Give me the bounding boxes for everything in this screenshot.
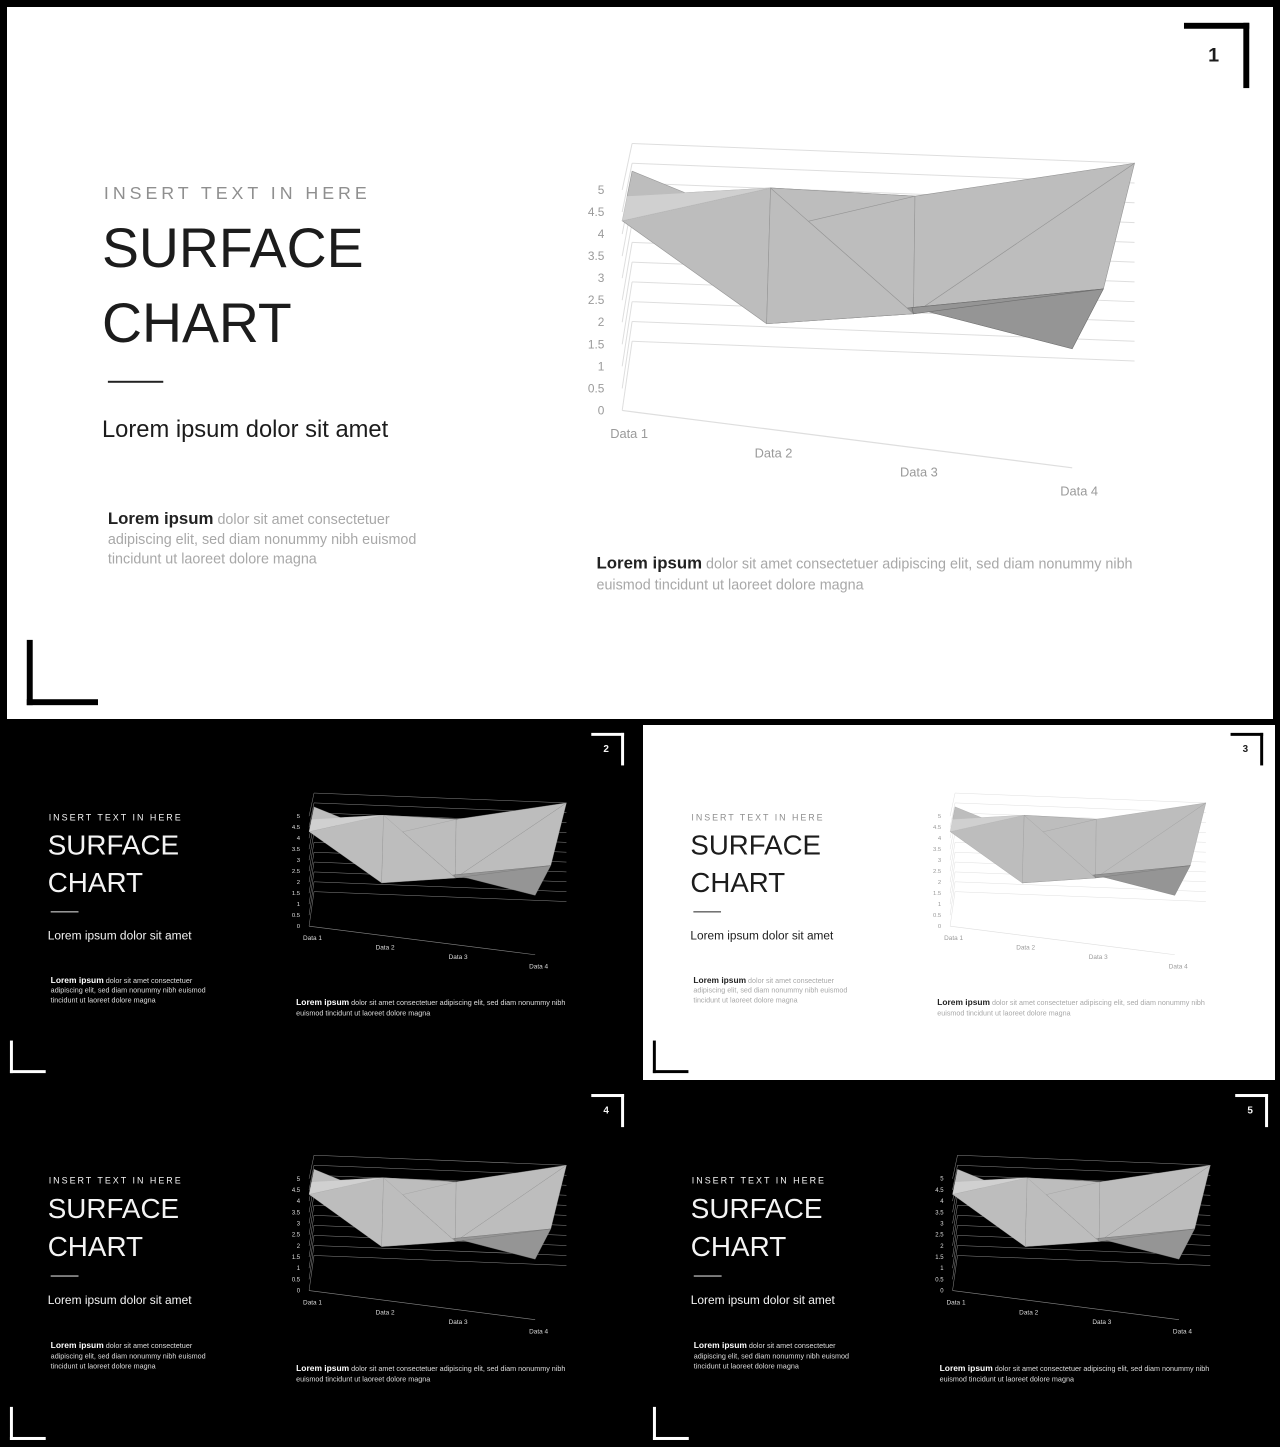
y-tick-label: 4.5 xyxy=(291,1187,301,1194)
subtitle: Lorem ipsum dolor sit amet xyxy=(47,929,192,943)
right-body-bold: Lorem ipsum xyxy=(937,997,990,1008)
x-axis-line xyxy=(953,1291,1179,1320)
y-tick-label: 0.5 xyxy=(291,913,301,920)
subtitle: Lorem ipsum dolor sit amet xyxy=(690,929,834,943)
x-category-label: Data 2 xyxy=(754,445,793,461)
slide-content xyxy=(0,1086,636,1447)
kicker-text: INSERT TEXT IN HERE xyxy=(103,183,371,203)
slide-number: 5 xyxy=(1247,1105,1253,1117)
title-line-2: CHART xyxy=(101,291,292,355)
x-category-label: Data 2 xyxy=(1016,944,1036,952)
subtitle: Lorem ipsum dolor sit amet xyxy=(47,1293,192,1308)
y-tick-label: 5 xyxy=(597,182,605,197)
slide-4[interactable] xyxy=(0,1086,636,1447)
y-tick-label: 0.5 xyxy=(291,1277,301,1284)
right-body-rest: dolor sit amet consectetuer adipiscing elit, sed diam nonummy nibh euismod tincidunt ut laoreet dolore magna xyxy=(596,556,1133,594)
x-category-label: Data 2 xyxy=(1019,1309,1039,1317)
slide-number: 3 xyxy=(1242,743,1249,755)
y-tick-label: 1.5 xyxy=(587,337,605,352)
y-tick-label: 2 xyxy=(296,880,301,887)
x-category-label: Data 4 xyxy=(1172,1328,1192,1336)
left-body-rest: dolor sit amet consectetuer adipiscing elit, sed diam nonummy nibh euismod tincidunt ut laoreet dolore magna xyxy=(693,1342,849,1371)
y-tick-label: 3.5 xyxy=(935,1210,944,1217)
y-tick-label: 1 xyxy=(937,902,942,909)
slide-number: 1 xyxy=(1208,44,1220,67)
y-tick-label: 1 xyxy=(940,1266,944,1273)
y-tick-label: 5 xyxy=(940,1176,944,1183)
y-tick-label: 2.5 xyxy=(291,1232,301,1239)
kicker-text: INSERT TEXT IN HERE xyxy=(48,1175,183,1186)
y-tick-label: 0.5 xyxy=(587,381,605,396)
y-tick-label: 0 xyxy=(296,1288,301,1295)
right-body-rest: dolor sit amet consectetuer adipiscing elit, sed diam nonummy nibh euismod tincidunt ut laoreet dolore magna xyxy=(939,1364,1210,1384)
left-body-bold: Lorem ipsum xyxy=(693,975,747,985)
y-tick-label: 4.5 xyxy=(291,825,301,832)
gridline-back xyxy=(314,1155,566,1165)
slide-title xyxy=(48,1189,179,1265)
y-tick-label: 5 xyxy=(296,1176,301,1183)
y-tick-label: 5 xyxy=(937,814,942,821)
corner-bracket-bottom-left xyxy=(653,1041,689,1074)
y-tick-label: 3.5 xyxy=(291,1210,301,1217)
slide-2[interactable] xyxy=(0,725,636,1080)
x-category-label: Data 4 xyxy=(1060,483,1099,499)
left-body-bold: Lorem ipsum xyxy=(107,509,214,529)
x-category-label: Data 3 xyxy=(1088,954,1108,962)
y-tick-label: 0.5 xyxy=(933,913,942,920)
left-body-rest: dolor sit amet consectetuer adipiscing elit, sed diam nonummy nibh euismod tincidunt ut laoreet dolore magna xyxy=(693,976,848,1005)
slide-content xyxy=(643,1086,1280,1447)
y-tick-label: 2.5 xyxy=(291,869,301,876)
x-category-label: Data 2 xyxy=(375,1309,395,1317)
y-tick-label: 5 xyxy=(296,814,301,821)
kicker-text: INSERT TEXT IN HERE xyxy=(691,812,825,823)
y-tick-label: 4 xyxy=(940,1199,944,1206)
right-body-bold: Lorem ipsum xyxy=(939,1363,993,1373)
y-tick-label: 4 xyxy=(296,1199,301,1206)
left-body-bold: Lorem ipsum xyxy=(693,1340,747,1351)
surface-mesh xyxy=(309,803,566,895)
slide-5[interactable] xyxy=(643,1086,1280,1447)
title-line-2: CHART xyxy=(47,867,144,899)
x-category-label: Data 1 xyxy=(944,934,964,942)
y-tick-label: 3 xyxy=(937,858,942,865)
y-tick-label: 4 xyxy=(937,836,942,843)
slide-title xyxy=(48,827,179,902)
y-tick-label: 2 xyxy=(296,1243,301,1250)
title-line-2: CHART xyxy=(690,867,786,899)
y-tick-label: 3 xyxy=(296,858,301,865)
y-tick-label: 1.5 xyxy=(291,1255,301,1262)
title-line-1: SURFACE xyxy=(690,829,821,861)
kicker-text: INSERT TEXT IN HERE xyxy=(48,812,183,823)
y-tick-label: 2.5 xyxy=(935,1232,944,1239)
left-body-text xyxy=(51,1341,215,1372)
slide-content xyxy=(643,725,1275,1080)
title-divider xyxy=(51,1276,79,1277)
right-body-text xyxy=(596,553,1150,597)
left-body-rest: dolor sit amet consectetuer adipiscing elit, sed diam nonummy nibh euismod tincidunt ut laoreet dolore magna xyxy=(50,976,206,1005)
y-tick-label: 4 xyxy=(597,227,605,242)
corner-bracket-bottom-left xyxy=(10,1407,46,1440)
y-tick-label: 3.5 xyxy=(291,847,301,854)
y-tick-label: 1.5 xyxy=(933,891,942,898)
y-tick-label: 1 xyxy=(597,359,605,374)
subtitle: Lorem ipsum dolor sit amet xyxy=(690,1293,835,1308)
surface-chart xyxy=(581,126,1174,522)
gridline-back xyxy=(632,143,1134,163)
y-tick-label: 0 xyxy=(296,924,301,931)
subtitle: Lorem ipsum dolor sit amet xyxy=(101,416,389,444)
title-divider xyxy=(693,911,721,912)
x-category-label: Data 4 xyxy=(529,1328,549,1336)
surface-mesh xyxy=(953,1165,1211,1259)
kicker-text: INSERT TEXT IN HERE xyxy=(691,1175,827,1186)
right-body-text xyxy=(940,1363,1219,1385)
y-tick-label: 2.5 xyxy=(587,293,605,308)
surface-mesh xyxy=(622,163,1134,349)
x-category-label: Data 2 xyxy=(375,944,395,952)
surface-chart xyxy=(288,1146,586,1347)
slide-3[interactable] xyxy=(643,725,1275,1080)
slide-title xyxy=(102,211,364,361)
slide-1[interactable] xyxy=(7,7,1273,719)
corner-bracket-bottom-left xyxy=(27,640,98,705)
surface-mesh xyxy=(950,803,1206,895)
surface-chart xyxy=(929,784,1225,981)
left-body-bold: Lorem ipsum xyxy=(50,975,104,985)
title-divider xyxy=(108,381,163,383)
title-line-2: CHART xyxy=(690,1230,787,1262)
y-tick-label: 0 xyxy=(597,403,605,418)
slide-title xyxy=(691,1189,823,1265)
x-category-label: Data 4 xyxy=(1168,963,1188,971)
right-body-rest: dolor sit amet consectetuer adipiscing elit, sed diam nonummy nibh euismod tincidunt ut laoreet dolore magna xyxy=(937,999,1205,1018)
y-tick-label: 3 xyxy=(597,271,605,286)
right-body-rest: dolor sit amet consectetuer adipiscing elit, sed diam nonummy nibh euismod tincidunt ut laoreet dolore magna xyxy=(296,999,566,1018)
y-tick-label: 2 xyxy=(937,880,942,887)
right-body-bold: Lorem ipsum xyxy=(296,1363,350,1373)
slide-number: 2 xyxy=(603,743,609,755)
y-tick-label: 2.5 xyxy=(933,869,942,876)
right-body-bold: Lorem ipsum xyxy=(596,553,703,573)
x-category-label: Data 3 xyxy=(899,464,938,480)
y-tick-label: 4 xyxy=(296,836,301,843)
y-tick-label: 3 xyxy=(296,1221,301,1228)
y-tick-label: 1.5 xyxy=(291,891,301,898)
y-tick-label: 3 xyxy=(940,1221,944,1228)
y-tick-label: 0.5 xyxy=(935,1277,944,1284)
x-category-label: Data 1 xyxy=(303,934,323,942)
corner-bracket-bottom-left xyxy=(10,1041,46,1074)
left-body-text xyxy=(693,975,856,1005)
x-axis-line xyxy=(309,926,535,955)
right-body-bold: Lorem ipsum xyxy=(296,997,350,1008)
slide-content xyxy=(0,725,636,1080)
y-tick-label: 1.5 xyxy=(935,1255,944,1262)
x-category-label: Data 3 xyxy=(448,954,468,962)
left-body-bold: Lorem ipsum xyxy=(50,1340,104,1351)
right-body-rest: dolor sit amet consectetuer adipiscing elit, sed diam nonummy nibh euismod tincidunt ut laoreet dolore magna xyxy=(296,1364,566,1384)
x-category-label: Data 4 xyxy=(529,963,549,971)
left-body-text xyxy=(108,509,434,569)
x-axis-line xyxy=(622,410,1072,467)
y-tick-label: 1 xyxy=(296,902,301,909)
y-tick-label: 4.5 xyxy=(935,1187,944,1194)
y-tick-label: 4.5 xyxy=(587,204,605,219)
surface-chart xyxy=(288,784,586,981)
title-line-1: SURFACE xyxy=(690,1192,823,1224)
title-line-1: SURFACE xyxy=(101,216,364,279)
slide-number: 4 xyxy=(603,1105,609,1117)
gridline-back xyxy=(314,793,566,803)
x-axis-line xyxy=(950,926,1175,955)
x-category-label: Data 1 xyxy=(303,1299,323,1307)
title-divider xyxy=(694,1276,722,1277)
y-tick-label: 2 xyxy=(940,1243,944,1250)
y-tick-label: 0 xyxy=(940,1288,944,1295)
y-tick-label: 2 xyxy=(597,315,605,330)
title-divider xyxy=(51,911,79,912)
gridline-back xyxy=(955,793,1206,803)
y-tick-label: 3.5 xyxy=(933,847,942,854)
slide-title xyxy=(690,827,821,902)
title-line-1: SURFACE xyxy=(47,1192,180,1224)
x-category-label: Data 1 xyxy=(946,1299,966,1307)
gridline-back xyxy=(958,1155,1211,1165)
title-line-1: SURFACE xyxy=(47,829,180,861)
y-tick-label: 1 xyxy=(296,1266,301,1273)
left-body-rest: dolor sit amet consectetuer adipiscing elit, sed diam nonummy nibh euismod tincidunt ut laoreet dolore magna xyxy=(107,512,417,568)
surface-mesh xyxy=(309,1165,566,1259)
x-category-label: Data 1 xyxy=(610,426,649,442)
corner-bracket-bottom-left xyxy=(653,1407,689,1440)
y-tick-label: 0 xyxy=(937,924,942,931)
title-line-2: CHART xyxy=(47,1230,144,1262)
x-category-label: Data 3 xyxy=(448,1318,468,1327)
right-body-text xyxy=(296,997,574,1019)
left-body-text xyxy=(694,1341,858,1372)
right-body-text xyxy=(937,997,1214,1019)
x-axis-line xyxy=(309,1291,535,1320)
y-tick-label: 4.5 xyxy=(933,825,942,832)
left-body-text xyxy=(51,975,215,1005)
x-category-label: Data 3 xyxy=(1092,1318,1112,1326)
slide-content xyxy=(7,7,1273,719)
left-body-rest: dolor sit amet consectetuer adipiscing elit, sed diam nonummy nibh euismod tincidunt ut laoreet dolore magna xyxy=(50,1342,206,1371)
surface-chart xyxy=(932,1146,1231,1347)
y-tick-label: 3.5 xyxy=(587,249,605,264)
right-body-text xyxy=(296,1363,574,1385)
